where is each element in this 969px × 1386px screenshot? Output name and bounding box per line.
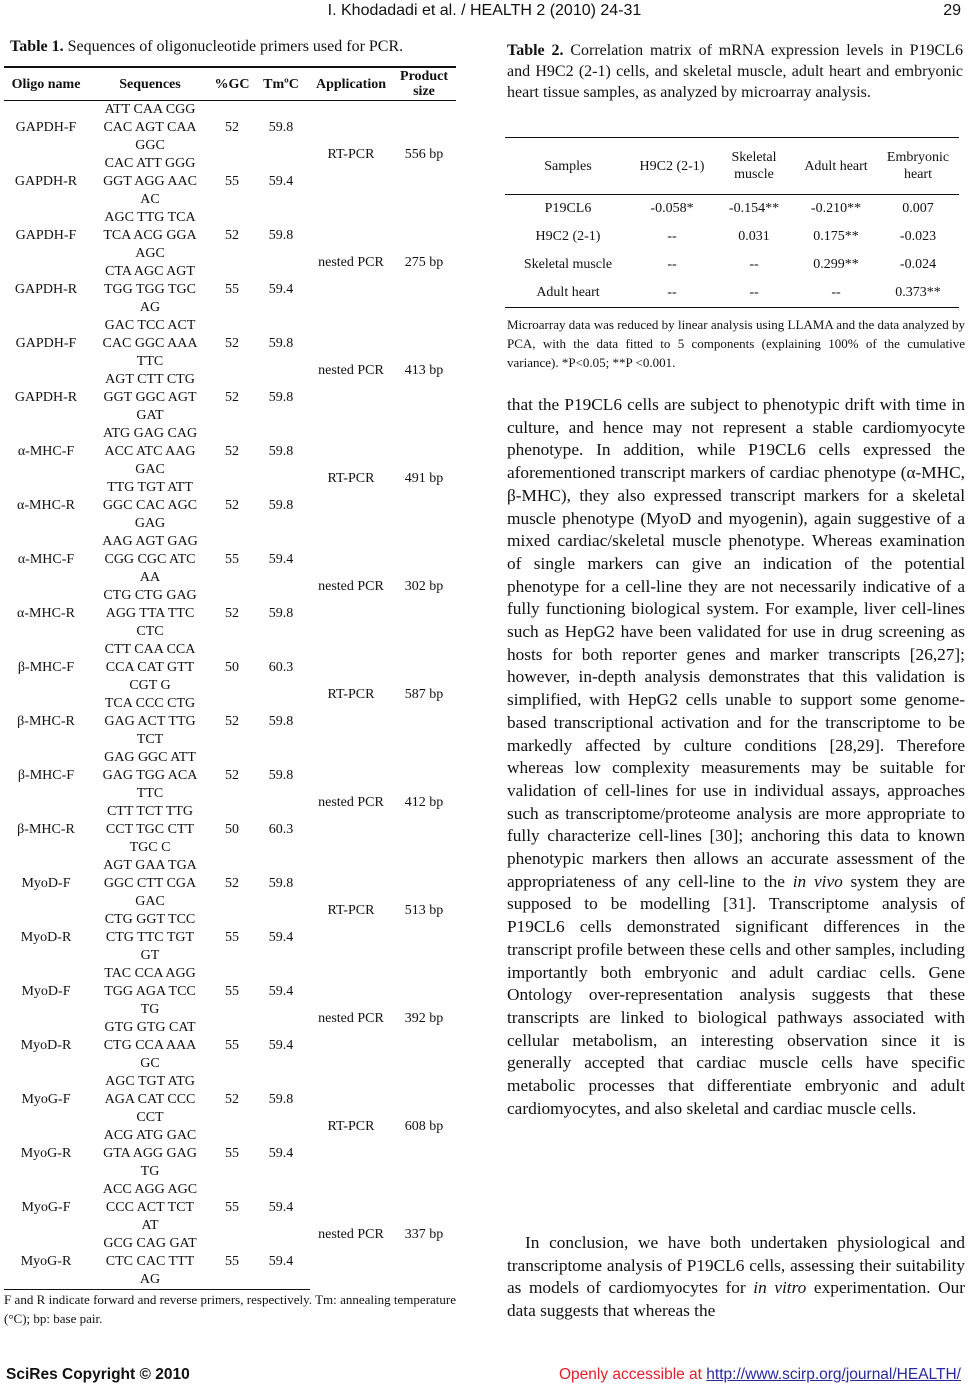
cell-application: RT-PCR [327,903,375,918]
cell-tm: 59.8 [268,228,294,243]
cell-name: MyoD-R [20,1038,72,1053]
correlation-table [505,137,959,308]
cell-tm: 59.4 [268,282,294,297]
cell-gc: 50 [225,822,239,837]
cell: 0.007 [902,201,934,216]
cell-seq: TAC CCA AGG TGG AGA TCC TG [104,966,196,1017]
copyright: SciRes Copyright © 2010 [6,1366,190,1383]
cell-seq: CTG CTG GAG AGG TTA TTC CTC [103,588,197,639]
table1-footnote: F and R indicate forward and reverse primers, respectively. Tm: annealing temperature (°C); bp: base pair. [4,1292,456,1326]
cell-application: RT-PCR [327,687,375,702]
cell-gc: 52 [225,390,239,405]
cell-tm: 59.8 [268,714,294,729]
body-paragraph [507,394,965,1121]
table2-label: Table 2. [507,42,564,59]
cell-gc: 55 [212,1235,252,1290]
cell-gc: 52 [225,336,239,351]
table-row [4,857,456,911]
cell-name: MyoG-F [21,1200,71,1215]
cell-name: MyoD-R [20,930,72,945]
cell-product-size: 392 bp [404,1011,444,1026]
cell-application: nested PCR [318,255,384,270]
cell-application: nested PCR [318,1011,384,1026]
cell-seq: CTT CAA CCA CCA CAT GTT CGT G [104,642,196,693]
cell: 0.299** [813,257,859,272]
cell-tm: 60.3 [268,660,294,675]
cell-product-size: 587 bp [404,687,444,702]
text: In conclusion, we have both undertaken physiological and transcriptome analysis of P19CL6 cells, assessing their suitability as models of cardiomyocytes for [507,1233,965,1298]
cell-gc: 55 [225,174,239,189]
cell-product-size: 413 bp [404,363,444,378]
cell: Adult heart [505,279,631,308]
cell-tm: 59.4 [268,1200,294,1215]
table-row [4,1181,456,1235]
text: that the P19CL6 cells are subject to phenotypic drift with time in culture, and hence may not represent a stable cardiomyocyte phenotype. In addition, while P19CL6 cells expressed the aforementioned transcript markers of cardiac phenotype (α-MHC, β-MHC), they also expressed transcript markers for a skeletal muscle phenotype (MyoD and myogenin), again suggestive of a mixed cardiac/skeletal muscle phenotype. Whereas examination of single markers can give an indication of the potential phenotype for a cell-line they are not necessarily indicative of a fully functioning biological system. For example, liver cell-lines such as HepG2 have been validated for use in drug screening as hosts for both reporter genes and marker transcripts [26,27]; however, in-depth analysis demonstrates that this validation is simplified, with HepG2 cells unable to support some genome-based transcriptional activation and for the transcriptome to be markedly affected by culture conditions [28,29]. Therefore whereas low complexity measurements may be suitable for validation of cell-lines for use in individual assays, approaches such as transcriptome/proteome analysis are more appropriate to fully characterize cell-lines [30]; anchoring this data to known phenotypic markers then allows an accurate assessment of the appropriateness of any cell-line to the [507,395,965,891]
table-row [4,209,456,263]
cell-seq: ACC AGG AGC CCC ACT TCT AT [102,1182,198,1233]
cell: H9C2 (2-1) [535,229,601,244]
cell-seq: CTT TCT TTG CCT TGC CTT TGC C [105,804,195,855]
cell-product-size: 337 bp [404,1227,444,1243]
cell-gc: 55 [225,1146,239,1161]
cell: 0.175** [813,229,859,244]
column-header: Skeletal muscle [713,138,795,195]
table-row [4,749,456,803]
cell-tm: 59.8 [268,444,294,459]
cell: -0.024 [899,257,937,272]
column-header: Adult heart [795,138,877,195]
column-header: Embryonic heart [877,138,959,195]
italic-text: in vivo [792,871,843,891]
column-header: TmºC [252,67,310,101]
cell-seq: GAG GGC ATT GAG TGG ACA TTC [102,750,198,801]
table-row [4,641,456,695]
cell-seq: GAC TCC ACT CAC GGC AAA TTC [102,318,198,369]
column-header: Product size [392,67,456,101]
journal-link[interactable]: http://www.scirp.org/journal/HEALTH/ [706,1366,961,1383]
cell-tm: 59.4 [268,552,294,567]
cell-application: RT-PCR [327,471,375,486]
cell-application: nested PCR [318,579,384,594]
table-row [4,965,456,1019]
cell: -0.023 [899,229,937,244]
cell-name: β-MHC-R [17,714,75,729]
cell-tm: 59.4 [268,930,294,945]
cell-name: MyoG-R [4,1235,88,1290]
cell-product-size: 556 bp [404,147,444,162]
table-row [4,101,456,156]
column-header: Samples [505,138,631,195]
cell-tm: 59.8 [268,768,294,783]
cell-tm: 59.4 [268,1038,294,1053]
cell-product-size: 608 bp [404,1119,444,1134]
cell-seq: AGC TTG TCA TCA ACG GGA AGC [103,210,197,261]
cell-seq: CTA AGC AGT TGG TGG TGC AG [103,264,197,315]
table-row [4,1073,456,1127]
cell-product-size: 302 bp [404,579,444,594]
table-row [505,279,959,308]
cell-application: RT-PCR [327,147,375,162]
cell: P19CL6 [544,201,592,216]
cell-product-size: 412 bp [404,795,444,810]
cell-name: β-MHC-F [17,768,75,783]
italic-text: in vitro [753,1278,807,1298]
cell-tm: 59.4 [268,174,294,189]
table-row [505,251,959,279]
cell-name: GAPDH-R [14,390,78,405]
cell-application: nested PCR [318,363,384,378]
cell: -0.210** [810,201,862,216]
cell-gc: 52 [225,1092,239,1107]
cell: 0.031 [738,229,770,244]
cell-seq: AAG AGT GAG CGG CGC ATC AA [102,534,198,585]
cell-gc: 52 [225,444,239,459]
cell-seq: AGT CTT CTG GGT GGC AGT GAT [103,372,197,423]
table-row [4,317,456,371]
cell-name: α-MHC-R [17,498,75,513]
text: system they are supposed to be modelling [31]. Transcriptome analysis of P19CL6 cells demonstrated significant differences in the transcript profile between these cells and other samples, including importantly both embryonic and adult cardiac cells. Gene Ontology over-representation analysis suggests that these transcripts are linked to biological pathways associated with cellular metabolism, an interesting observation since it is generally accepted that cardiac muscle cells have specific metabolic processes that differentiate embryonic and adult cardiomyocytes, and also skeletal and cardiac muscle cells. [507,871,965,1118]
cell-application: nested PCR [318,795,384,810]
cell-tm: 59.8 [268,498,294,513]
column-header: Oligo name [4,67,88,101]
cell-tm: 59.8 [268,1092,294,1107]
cell-tm: 59.8 [268,390,294,405]
cell-gc: 55 [225,1200,239,1215]
primer-table [4,66,456,1290]
cell: 0.373** [877,279,959,308]
cell-tm: 59.8 [268,876,294,891]
cell-name: MyoG-F [21,1092,71,1107]
cell-name: β-MHC-R [17,822,75,837]
table2-caption-text: Correlation matrix of mRNA expression levels in P19CL6 and H9C2 (2-1) cells, and skeletal muscle, adult heart and embryonic heart tissue samples, as analyzed by microarray analysis. [507,42,963,101]
cell-name: MyoD-F [21,876,71,891]
cell-name: α-MHC-R [17,606,75,621]
cell: -- [631,279,713,308]
cell-gc: 50 [225,660,239,675]
cell: -- [795,279,877,308]
table1-caption [10,38,460,56]
cell-name: GAPDH-F [15,336,77,351]
table-row [505,223,959,251]
text: experimentation. Our data suggests that whereas the [507,1278,966,1321]
cell-gc: 52 [225,714,239,729]
table-row [4,425,456,479]
open-access-text: Openly accessible at [558,1366,707,1383]
cell-gc: 55 [225,552,239,567]
cell-seq: CTG GGT TCC CTG TTC TGT GT [104,912,196,963]
table1-caption-text: Sequences of oligonucleotide primers used for PCR. [63,38,404,55]
cell: -0.058* [650,201,694,216]
cell-seq: GTG GTG CAT CTG CCA AAA GC [103,1020,197,1071]
cell-tm: 59.4 [252,1235,310,1290]
cell-gc: 55 [225,930,239,945]
table-row [4,533,456,587]
cell: -0.154** [728,201,780,216]
cell-name: MyoD-F [21,984,71,999]
cell-name: MyoG-R [20,1146,72,1161]
cell-name: α-MHC-F [17,444,75,459]
cell-seq: ACG ATG GAC GTA AGG GAG TG [103,1128,197,1179]
cell-name: β-MHC-F [17,660,75,675]
cell-seq: ATT CAA CGG CAC AGT CAA GGC [103,102,197,153]
cell-name: GAPDH-R [14,282,78,297]
cell-name: α-MHC-F [17,552,75,567]
cell-seq: ATG GAG CAG ACC ATC AAG GAC [102,426,198,477]
cell-tm: 59.8 [268,606,294,621]
cell-tm: 59.4 [268,1146,294,1161]
cell-tm: 59.8 [268,120,294,135]
cell-gc: 55 [225,282,239,297]
cell-product-size: 513 bp [404,903,444,918]
column-header: H9C2 (2-1) [631,138,713,195]
cell-gc: 52 [225,876,239,891]
cell-seq: TTG TGT ATT GGC CAC AGC GAG [102,480,198,531]
cell-application: nested PCR [318,1227,384,1243]
table-row [505,195,959,224]
table2-footnote: Microarray data was reduced by linear analysis using LLAMA and the data analyzed by PCA, with the data fitted to 5 components (explaining 100% of the cumulative variance). *P<0.05; **P <0.001. [507,317,965,370]
cell-name: GAPDH-R [14,174,78,189]
cell-tm: 59.8 [268,336,294,351]
cell: -- [713,279,795,308]
cell-application: RT-PCR [327,1119,375,1134]
cell: -- [667,257,677,272]
table2-caption [507,40,963,103]
header-title: I. Khodadadi et al. / HEALTH 2 (2010) 24-31 [327,2,642,19]
cell-gc: 55 [225,984,239,999]
cell-name: GAPDH-F [15,228,77,243]
cell-seq: AGC TGT ATG AGA CAT CCC CCT [104,1074,196,1125]
cell: -- [749,257,759,272]
cell-tm: 60.3 [268,822,294,837]
cell-product-size: 275 bp [404,255,444,270]
cell-gc: 52 [225,120,239,135]
table1-label: Table 1. [10,38,64,55]
body-paragraph [507,1232,965,1323]
cell-product-size: 491 bp [404,471,444,486]
cell-seq: AGT GAA TGA GGC CTT CGA GAC [103,858,197,909]
cell-seq: CAC ATT GGG GGT AGG AAC AC [103,156,197,207]
page-number: 29 [943,2,961,19]
cell-gc: 52 [225,768,239,783]
cell: Skeletal muscle [523,257,613,272]
cell-seq: TCA CCC CTG GAG ACT TTG TCT [104,696,196,747]
column-header: Sequences [88,67,212,101]
cell-gc: 52 [225,228,239,243]
cell-seq: GCG CAG GAT CTC CAC TTT AG [88,1235,212,1290]
column-header: Application [310,67,392,101]
cell-name: GAPDH-F [15,120,77,135]
cell-gc: 55 [225,1038,239,1053]
cell-tm: 59.4 [268,984,294,999]
cell-gc: 52 [225,606,239,621]
cell: -- [667,229,677,244]
column-header: %GC [212,67,252,101]
cell-gc: 52 [225,498,239,513]
open-access-note [559,1366,961,1384]
